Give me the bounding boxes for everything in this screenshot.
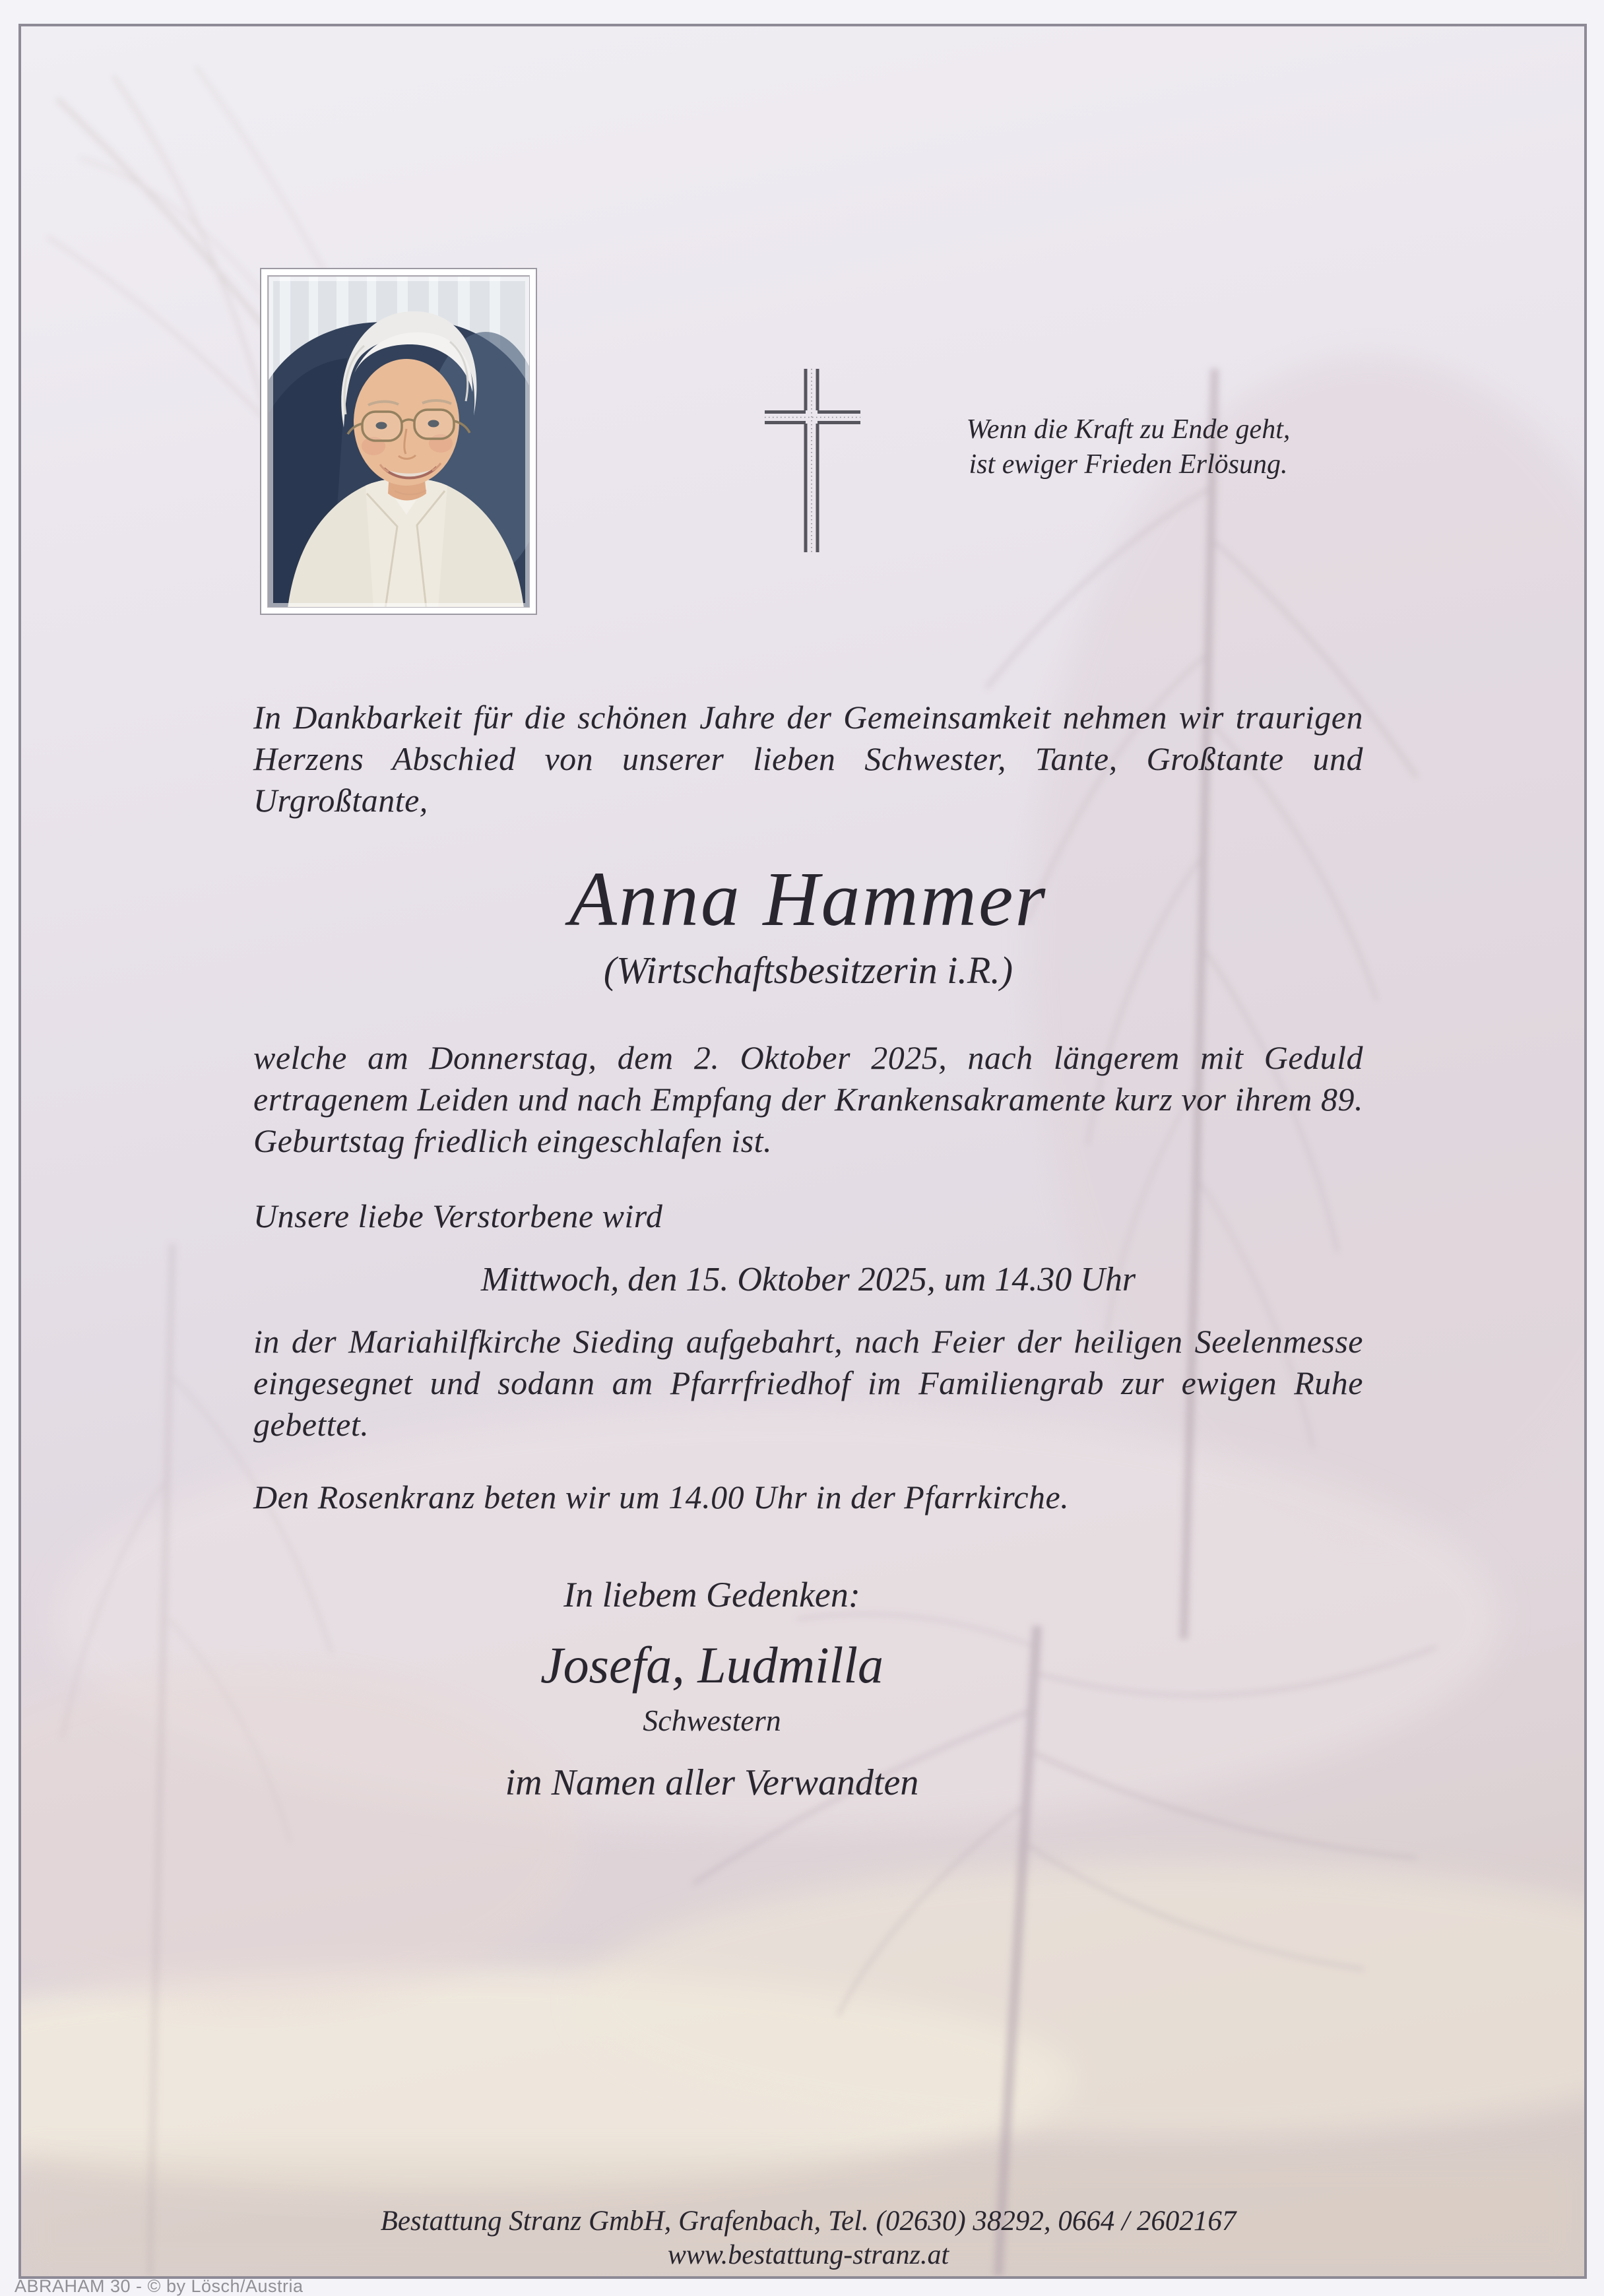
funeral-home-line: Bestattung Stranz GmbH, Grafenbach, Tel. (02630) 38292, 0664 / 2602167 [380, 2206, 1236, 2237]
portrait-photo [267, 275, 530, 608]
death-notice-paragraph: welche am Donnerstag, dem 2. Oktober 2025, nach längerem mit Geduld ertragenem Leiden und nach Empfang der Krankensakramente kurz vor ihrem 89. Geburtstag friedlich eingeschlafen ist. [253, 1039, 1363, 1159]
quote-line-2: ist ewiger Frieden Erlösung. [969, 449, 1288, 480]
closing-line: im Namen aller Verwandten [505, 1762, 919, 1803]
deceased-title: (Wirtschaftsbesitzerin i.R.) [603, 949, 1013, 992]
memorial-heading: In liebem Gedenken: [563, 1575, 860, 1614]
funeral-paragraph: in der Mariahilfkirche Sieding aufgebahrt, nach Feier der heiligen Seelenmesse eingesegnet und sodann am Pfarrfriedhof im Familiengrab zur ewigen Ruhe gebettet. [253, 1323, 1363, 1443]
print-imprint: ABRAHAM 30 - © by Lösch/Austria [15, 2276, 304, 2296]
rosary-line: Den Rosenkranz beten wir um 14.00 Uhr in der Pfarrkirche. [253, 1479, 1070, 1515]
funeral-home-website: www.bestattung-stranz.at [667, 2240, 949, 2270]
funeral-datetime: Mittwoch, den 15. Oktober 2025, um 14.30 Uhr [480, 1261, 1136, 1298]
mourner-names: Josefa, Ludmilla [540, 1636, 883, 1694]
intro-paragraph: In Dankbarkeit für die schönen Jahre der Gemeinsamkeit nehmen wir traurigen Herzens Abschied von unserer lieben Schwester, Tante, Großtante und Urgroßtante, [253, 699, 1363, 819]
portrait-photo-frame [260, 268, 537, 615]
portrait-illustration [268, 276, 530, 608]
lead-in-line: Unsere liebe Verstorbene wird [253, 1197, 663, 1234]
quote-line-1: Wenn die Kraft zu Ende geht, [966, 414, 1291, 445]
memorial-card [18, 24, 1587, 2279]
memorial-quote [907, 412, 1349, 482]
deceased-name: Anna Hammer [569, 856, 1048, 942]
cross-icon [758, 362, 867, 557]
mourner-relation: Schwestern [643, 1704, 781, 1737]
